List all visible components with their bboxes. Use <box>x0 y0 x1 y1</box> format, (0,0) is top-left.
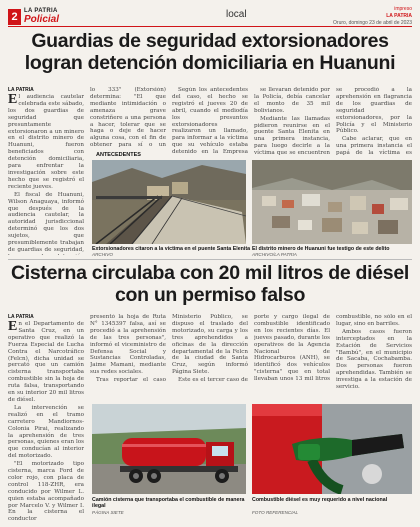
page-header <box>8 6 412 26</box>
story2-column-3 <box>172 314 248 382</box>
brand-name: LA PATRIA <box>24 8 58 14</box>
story2-paragraph: porte y cargo ilegal de combustible identificado en los recientes días. El jueves pasado, durante los operativos de la Agencia Nacional de Hidrocarburos (ANH), se identificó dos vehículos "cisterna" que en total llevaban unos 13 mil litros <box>254 314 330 382</box>
story1-drop-cap: E <box>8 94 18 107</box>
tanker-truck-image <box>92 404 246 494</box>
huanuni-image <box>252 160 412 244</box>
story2-photo2-caption: Combustible diésel es muy requerido a nivel nacional <box>252 497 388 503</box>
story2-photo-tanker <box>92 404 246 494</box>
story1-column-2 <box>90 87 166 147</box>
story2-headline: Cisterna circulaba con 20 mil litros de diésel con un permiso falso <box>10 262 410 306</box>
story1-paragraph: se llevaran detenido por la Policía, debía cancelar el monto de 35 mil bolivianos. <box>254 87 330 114</box>
story2-photo2-credit: FOTO REFERENCIAL <box>252 510 299 515</box>
story1-photo2-credit: ARCHIVO/LA PATRIA <box>252 252 297 257</box>
story1-column-3 <box>172 87 248 155</box>
story1-column-4 <box>254 87 330 155</box>
story1-photo1-credit: ARCHIVO <box>92 252 113 257</box>
story2-paragraph: La intervención se realizó en el tramo carretero Mandiornos-Colonia Pirai, realizando la aprehensión de tres personas, quienes eran los que conducían al interior del motorizado. <box>8 404 84 460</box>
story2-column-5 <box>336 314 412 402</box>
story1-paragraph: El fiscal de Huanuni, Wilson Anaguaya, informó que después de la audiencia cautelar, la autoridad jurisdiccional determinó que los dos sujetos, que presumiblemente trabajan de guardias de seguridad, <box>8 191 84 253</box>
story1-column-1 <box>8 94 84 255</box>
story2-photo1-caption: Camión cisterna que transportaba el combustible de manera ilegal <box>92 497 245 509</box>
section-label: local <box>226 9 247 20</box>
story2-photo-nozzle <box>252 404 412 494</box>
story1-paragraph: Mediante las llamadas pidieron reunirse en el puente Santa Elenita en una primera instancia, para luego decirle a la víctima que se encuentren <box>254 115 330 155</box>
story1-paragraph: Cabe aclarar, que en una primera instancia el papá de la víctima es <box>336 136 412 155</box>
story2-paragraph: Ministerio Público, se dispuso el traslado del motorizado, su carga y los tres aprehendidos a oficinas de la dirección departamental de la Felcn de la ciudad de Santa Cruz, según informó Página Siete. <box>172 314 248 376</box>
story2-paragraph: "El motorizado tipo cisterna, marca Ford de color rojo, con placa de control 118-ZHR, era conducido por Wilmer L. quien estaba acompañado por Marcelo V. y Wilmer I. En la cisterna el conductor <box>8 461 84 521</box>
edition-info <box>333 6 412 27</box>
story1-paragraph: Según los antecedentes del caso, el hecho se registró el jueves 20 de abril, cuando el mediodía los presuntos extorsionadores realizaron un llamado, para informar a la víctima que su vehículo estaba detenido en la Empresa <box>172 87 248 155</box>
antecedentes-label: ANTECEDENTES <box>96 152 141 158</box>
story2-kicker: LA PATRIA <box>8 314 34 320</box>
edition-label: impreso <box>394 6 412 12</box>
fuel-nozzle-image <box>252 404 412 494</box>
story1-headline: Guardias de seguridad extorsionadores logran detención domiciliaria en Huanuni <box>24 30 396 74</box>
story1-photo2-caption: El distrito minero de Huanuni fue testigo de este delito <box>252 246 390 252</box>
story1-paragraph: l audiencia cautelar celebrada este sábado, los dos guardias de seguridad que presuntamente extorsionaron a un minero en el distrito minero de Huanuni, fueron beneficiados con detención domiciliaria, para enfrentar la investigación sobre este hecho que se registró el reciente jueves. <box>8 94 84 190</box>
story1-kicker: LA PATRIA <box>8 87 34 93</box>
story1-paragraph: lo 333° (Extorsión) determina: "El que mediante intimidación o amenaza grave constriñere a una persona a hacer, tolerar que se haga o deje de hacer alguna cosa, con el fin de obtener para sí o un <box>90 87 166 147</box>
story1-photo1-caption: Extorsionadores citaron a la víctima en el puente Santa Elenita <box>92 246 251 252</box>
story2-paragraph: n el Departamento de Santa Cruz, en un operativo que realizó la Fuerza Especial de Lucha Contra el Narcotráfico (Felcn), dicha unidad se percató que un camión cisterna transportaba combustible sin la hoja de ruta falsa, transportando en su interior 20 mil litros de diésel. <box>8 321 84 403</box>
story2-column-4 <box>254 314 330 382</box>
story1-photo-huanuni <box>252 160 412 244</box>
story2-paragraph: Ambos casos fueron interceptados en la Estación de Servicios "Bambú", en el municipio de Sacaba, Cochabamba. Dos personas fueron aprehendidas. También se investiga a la estación de servicio. <box>336 328 412 391</box>
story2-photo1-credit: PÁGINA SIETE <box>92 510 124 515</box>
story2-paragraph: combustible, no sólo en el lugar, sino en barriles. <box>336 314 412 327</box>
story2-paragraph: presentó la hoja de Ruta N° 1345397 falsa, así se procedió a la aprehensión de las tres personas", informó el viceministro de Defensa Social y Sustancias Controladas, Jaime Mamani, mediante sus redes sociales. <box>90 314 166 376</box>
story1-photo-bridge <box>92 160 246 244</box>
story1-paragraph: se procedió a la aprehensión en flagrancia de los guardias de seguridad extorsionadores, por la Policía y el Ministerio Público. <box>336 87 412 135</box>
story2-paragraph: Tras reportar el caso <box>96 377 166 382</box>
story1-column-5 <box>336 87 412 155</box>
story2-paragraph: Este es el tercer caso de <box>178 377 248 382</box>
story2-drop-cap: E <box>8 321 18 334</box>
page-number: 2 <box>8 9 21 25</box>
brand-section: Policial <box>24 14 60 25</box>
edition-date: Oruro, domingo 23 de abril de 2023 <box>333 20 412 26</box>
story2-column-2 <box>90 314 166 382</box>
header-rule <box>8 26 412 27</box>
story-divider <box>8 259 412 260</box>
story2-column-1 <box>8 321 84 521</box>
bridge-image <box>92 160 246 244</box>
edition-brand: LA PATRIA <box>386 13 412 19</box>
